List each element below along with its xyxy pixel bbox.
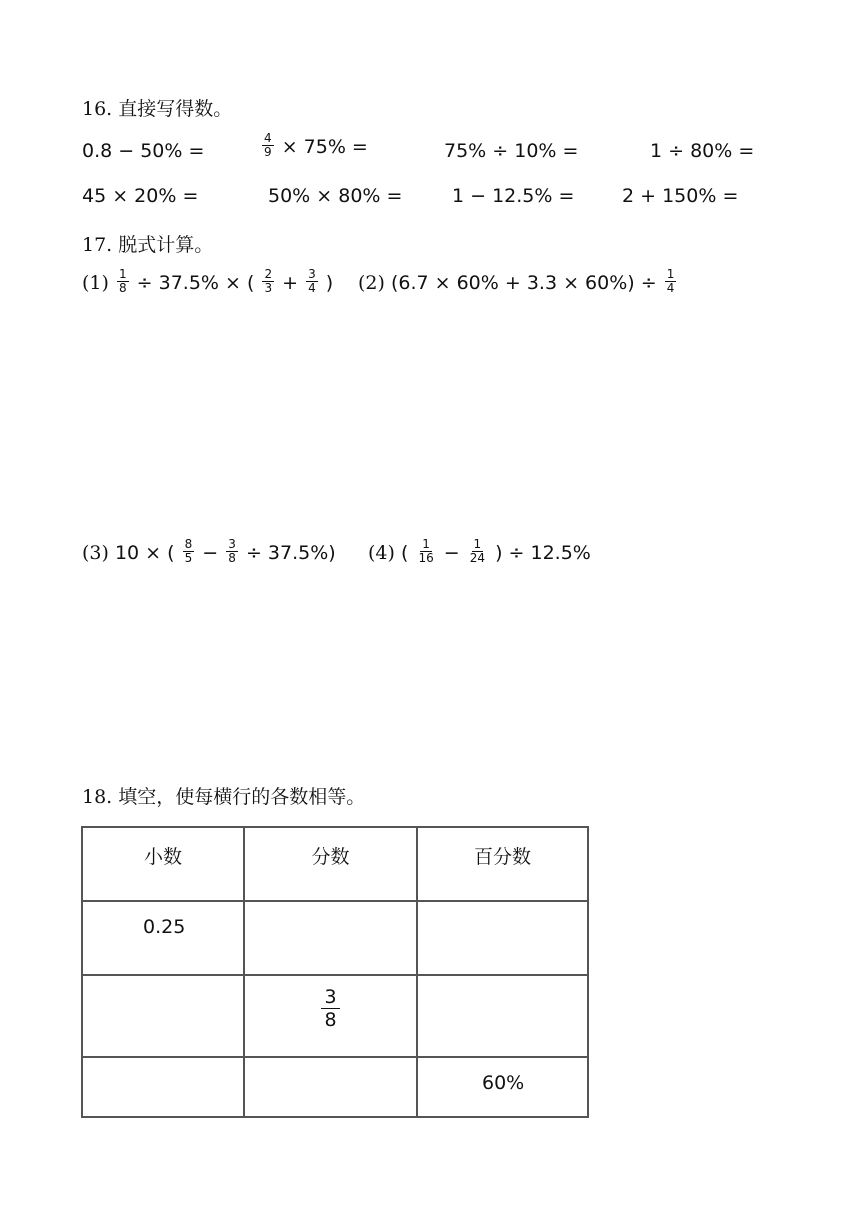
header-decimal: 小数 — [82, 827, 244, 901]
numerator: 3 — [308, 267, 316, 281]
table-row — [82, 975, 588, 1057]
q18-heading: 18. 填空，使每横行的各数相等。 — [82, 786, 366, 808]
numerator: 1 — [473, 537, 482, 551]
fraction — [262, 268, 274, 295]
problem-label: (1) — [82, 272, 109, 294]
denominator: 24 — [469, 551, 486, 565]
table-header-row — [82, 827, 588, 901]
numerator: 3 — [321, 986, 339, 1009]
cell-decimal-blank — [82, 975, 244, 1057]
expr-part: 10 × ( — [114, 542, 175, 564]
denominator: 3 — [264, 281, 273, 295]
q16-r2-expr4: 2 + 150% = — [622, 185, 739, 207]
q16-r1-expr4: 1 ÷ 80% = — [650, 140, 755, 162]
cell-fraction-blank — [244, 1057, 417, 1117]
q16-r2-expr1: 45 × 20% = — [82, 185, 199, 207]
denominator: 4 — [666, 281, 675, 295]
cell-fraction — [244, 975, 417, 1057]
q16-r1-expr3: 75% ÷ 10% = — [444, 140, 579, 162]
fraction — [117, 268, 129, 295]
numerator: 1 — [666, 267, 675, 281]
denominator: 8 — [324, 1009, 337, 1031]
table-row — [82, 1057, 588, 1117]
table-row — [82, 901, 588, 975]
q16-heading: 16. 直接写得数。 — [82, 98, 233, 120]
denominator: 16 — [418, 551, 434, 565]
fraction — [321, 986, 339, 1031]
cell-percent: 60% — [417, 1057, 588, 1117]
q16-r1-expr2 — [260, 131, 368, 161]
denominator: 8 — [118, 281, 127, 295]
fraction — [262, 132, 274, 159]
expr-part: (6.7 × 60% + 3.3 × 60%) ÷ — [390, 272, 657, 294]
cell-fraction-blank — [244, 901, 417, 975]
cell-percent-blank — [417, 901, 588, 975]
operator: − — [443, 542, 460, 564]
numerator: 1 — [118, 267, 127, 281]
problem-label: (2) — [358, 272, 385, 294]
fraction — [416, 538, 435, 565]
expr-part: ) ÷ 12.5% — [495, 542, 591, 564]
numerator: 8 — [184, 537, 193, 551]
fraction — [665, 268, 677, 295]
numerator: 1 — [422, 537, 430, 551]
q17-problem-3 — [82, 537, 336, 567]
problem-label: (3) — [82, 542, 109, 564]
cell-decimal-blank — [82, 1057, 244, 1117]
q17-problem-1 — [82, 267, 334, 297]
fraction — [468, 538, 487, 565]
fraction — [183, 538, 195, 565]
q16-r2-expr2: 50% × 80% = — [268, 185, 403, 207]
expr-part: ) — [325, 272, 334, 294]
expr-part: ( — [400, 542, 409, 564]
q16-r2-expr3: 1 − 12.5% = — [452, 185, 575, 207]
conversion-table — [81, 826, 589, 1118]
q17-problem-2 — [358, 267, 678, 297]
expr-part: ÷ 37.5%) — [245, 542, 336, 564]
header-percent: 百分数 — [417, 827, 588, 901]
problem-label: (4) — [368, 542, 395, 564]
denominator: 8 — [228, 551, 236, 565]
cell-decimal: 0.25 — [82, 901, 244, 975]
expr-part: ÷ 37.5% × ( — [136, 272, 255, 294]
numerator: 4 — [264, 131, 272, 145]
operator: − — [202, 542, 219, 564]
q16-r1-expr1: 0.8 − 50% = — [82, 140, 205, 162]
numerator: 2 — [264, 267, 273, 281]
denominator: 9 — [264, 145, 272, 159]
q17-heading: 17. 脱式计算。 — [82, 234, 214, 256]
numerator: 3 — [228, 537, 236, 551]
fraction — [226, 538, 238, 565]
denominator: 4 — [308, 281, 316, 295]
expr-rest: × 75% = — [281, 136, 368, 158]
operator: + — [282, 272, 299, 294]
cell-percent-blank — [417, 975, 588, 1057]
q17-problem-4 — [368, 537, 591, 567]
fraction — [306, 268, 318, 295]
denominator: 5 — [184, 551, 193, 565]
header-fraction: 分数 — [244, 827, 417, 901]
